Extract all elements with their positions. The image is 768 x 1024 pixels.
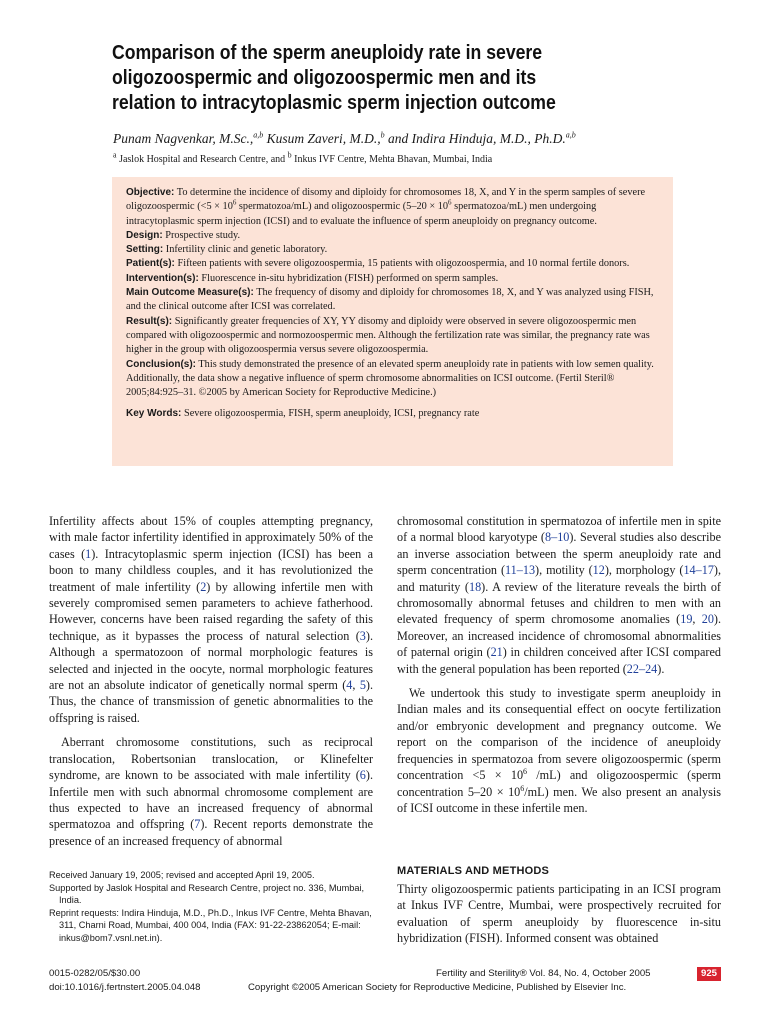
affiliation-mark: a (113, 150, 117, 160)
page-number-badge: 925 (697, 967, 721, 981)
body-paragraph (397, 685, 721, 816)
abstract-label: Design: (126, 229, 163, 241)
reference-link[interactable]: 14–17 (683, 563, 714, 578)
abstract-conclusions (126, 358, 663, 401)
body-text: , (692, 612, 702, 627)
abstract-text: Prospective study. (165, 229, 241, 241)
reference-link[interactable]: 21 (490, 645, 503, 660)
abstract-label: Key Words: (126, 408, 182, 420)
reference-link[interactable]: 12 (592, 563, 605, 578)
abstract-label: Result(s): (126, 315, 173, 327)
affiliation-mark: b (287, 150, 292, 160)
author-name: Punam Nagvenkar, M.Sc., (113, 131, 254, 146)
body-exponent: 6 (523, 767, 528, 777)
reference-link[interactable]: 5 (359, 678, 366, 693)
reference-link[interactable]: 4 (346, 678, 353, 693)
footer-doi[interactable]: doi:10.1016/j.fertnstert.2005.04.048 (49, 982, 201, 993)
reference-link[interactable]: 3 (359, 628, 366, 643)
body-exponent: 6 (520, 783, 525, 793)
abstract-setting (126, 243, 663, 257)
reference-link[interactable]: 22–24 (626, 661, 658, 676)
body-text: ). Infertile men with such abnormal chromosome complement are thus expected to have an increased frequency of abnormal spermatozoa and offspring ( (49, 768, 373, 832)
footer-copyright: Copyright ©2005 American Society for Reproductive Medicine, Published by Elsevier Inc. (248, 982, 627, 993)
abstract-text: spermatozoa/mL) and oligozoospermic (5–20 × 10 (236, 201, 449, 213)
reference-link[interactable]: 6 (359, 768, 366, 783)
abstract-label: Intervention(s): (126, 272, 199, 284)
body-text: ). Thus, the chance of transmission of genetic abnormalities to the offspring is raised. (49, 678, 374, 725)
body-text: ). (657, 661, 665, 676)
author-affiliation-mark: b (380, 130, 385, 140)
reference-link[interactable]: 19 (680, 612, 693, 627)
affiliations (113, 150, 713, 167)
author-conjunction: and (387, 131, 409, 146)
title-line-3: relation to intracytoplasmic sperm injection outcome (112, 91, 556, 114)
footer-issn: 0015-0282/05/$30.00 (49, 968, 141, 979)
abstract-label: Objective: (126, 187, 175, 198)
author-name: Kusum Zaveri, M.D., (266, 131, 381, 146)
right-column (397, 513, 721, 816)
body-text: ). Several studies also describe an inverse association between the sperm aneuploidy rate and sperm concentration ( (397, 530, 721, 578)
body-text: Aberrant chromosome constitutions, such as reciprocal translocation, Robertsonian translocation, or Klinefelter syndrome, are known to be associated with male infertility ( (49, 735, 373, 783)
affiliation-text: Inkus IVF Centre, Mehta Bhavan, Mumbai, India (294, 154, 493, 165)
reference-link[interactable]: 2 (200, 579, 207, 594)
footnote-received: Received January 19, 2005; revised and accepted April 19, 2005. (49, 870, 315, 880)
abstract-exponent: 6 (448, 198, 452, 207)
footer-journal-citation: Fertility and Sterility® Vol. 84, No. 4, October 2005 (436, 968, 651, 979)
body-text: ). Moreover, an increased incidence of chromosomal abnormalities of paternal origin ( (397, 612, 722, 660)
body-text: chromosomal constitution in spermatozoa of infertile men in spite of a normal blood karyotype ( (397, 514, 721, 545)
abstract-objective (126, 186, 663, 229)
body-text: ). A review of the literature reveals the birth of chromosomally abnormal fetuses and children to men with an elevated frequency of sperm chromosome anomalies ( (397, 579, 721, 627)
abstract-design (126, 229, 663, 243)
affiliation-text: Jaslok Hospital and Research Centre, and (119, 154, 286, 165)
body-text: ). Although a spermatozoon of normal morphologic features is selected and injected in the oocyte, normal morphologic features are not an absolute indicator of genetically normal sperm ( (49, 628, 373, 693)
footer-identifiers (49, 967, 200, 995)
author-affiliation-mark: a,b (253, 130, 264, 140)
author-name: Indira Hinduja, M.D., Ph.D. (411, 131, 566, 146)
abstract-text: Severe oligozoospermia, FISH, sperm aneuploidy, ICSI, pregnancy rate (183, 408, 480, 420)
body-paragraph (49, 513, 373, 726)
body-text: ). Intracytoplasmic sperm injection (ICSI) has been a boon to many childless couples, and it has revolutionized the treatment of male infertility ( (49, 546, 373, 594)
reference-link[interactable]: 20 (701, 612, 714, 627)
abstract-box (112, 177, 673, 466)
left-column (49, 513, 373, 849)
body-text: /mL) men. We also present an analysis of ICSI outcome in these infertile men. (397, 784, 721, 815)
abstract-text: This study demonstrated the presence of an elevated sperm aneuploidy rate in patients with low semen quality. Additionally, the data show a negative influence of sperm chromosome abnormalities on ICSI outcome. (Fertil Steril® 2005;84:925–31. ©2005 by American Society for Reproductive Medicine.) (126, 358, 654, 399)
body-text: ) in children conceived after ICSI compared with the general population has been reported ( (397, 645, 721, 676)
abstract-text: The frequency of disomy and diploidy for chromosomes 18, X, and Y was analyzed using FISH, and the clinical outcome after ICSI was correlated. (126, 287, 654, 313)
abstract-patients (126, 257, 663, 271)
section-heading: MATERIALS AND METHODS (397, 865, 550, 877)
reference-link[interactable]: 18 (468, 579, 482, 594)
article-footnotes (49, 869, 375, 944)
body-paragraph (49, 734, 373, 849)
reference-link[interactable]: 8–10 (545, 530, 570, 545)
title-line-2: oligozoospermic and oligozoospermic men and its (112, 66, 537, 89)
body-text: /mL) and oligozoospermic (sperm concentration 5–20 × 10 (397, 768, 721, 799)
abstract-interventions (126, 272, 663, 286)
abstract-text: To determine the incidence of disomy and diploidy for chromosomes 18, X, and Y in the sperm samples of severe oligozoospermic (<5 × 10 (126, 187, 646, 213)
abstract-results (126, 315, 663, 358)
footnote-funding: Supported by Jaslok Hospital and Research Centre, project no. 336, Mumbai, India. (49, 882, 365, 905)
body-text: ), morphology ( (604, 563, 684, 578)
author-list (113, 130, 713, 148)
abstract-text: Infertility clinic and genetic laboratory. (165, 244, 328, 256)
methods-paragraph (397, 881, 721, 947)
article-title (112, 40, 628, 115)
reference-link[interactable]: 11–13 (505, 563, 536, 578)
abstract-keywords (126, 407, 663, 421)
abstract-text: Significantly greater frequencies of XY, YY disomy and diploidy were observed in severe oligozoospermic men compared with oligozoospermic and normozoospermic men. Although the fertilization rate was similar, the pregnancy rate was higher in the group with oligozoospermia versus severe oligozoospermia. (126, 315, 650, 356)
abstract-label: Conclusion(s): (126, 358, 196, 370)
abstract-label: Main Outcome Measure(s): (126, 287, 254, 299)
body-text: ), and maturity ( (397, 563, 722, 594)
body-text: ). Recent reports demonstrate the presence of an increased frequency of abnormal (49, 817, 373, 848)
body-text: , (352, 678, 360, 693)
abstract-outcome-measures (126, 286, 663, 315)
body-text: Thirty oligozoospermic patients participating in an ICSI program at Inkus IVF Centre, Mumbai, were prospectively recruited for evaluation of sperm aneuploidy by fluorescence in-situ hybridization (FISH). Informed consent was obtained (397, 882, 721, 946)
abstract-text: Fluorescence in-situ hybridization (FISH) performed on sperm samples. (201, 272, 499, 284)
body-text: ) by allowing infertile men with severely compromised semen parameters to achieve fatherhood. However, concerns have been raised regarding the safety of this technique, as it bypasses the process of natural selection ( (49, 579, 373, 643)
abstract-label: Setting: (126, 244, 164, 256)
body-text: Infertility affects about 15% of couples attempting pregnancy, with male factor infertility identified in approximately 50% of the cases ( (49, 514, 373, 561)
abstract-text: Fifteen patients with severe oligozoospermia, 15 patients with oligozoospermia, and 10 normal fertile donors. (177, 258, 630, 270)
body-text: We undertook this study to investigate sperm aneuploidy in Indian males and its consequential effect on oocyte fertilization and/or embryonic development and pregnancy outcome. We report on the comparison of the incidence of aneuploidy frequencies in spermatozoa from severe oligozoospermic (sperm concentration <5 × 10 (397, 686, 721, 783)
reference-link[interactable]: 7 (194, 817, 201, 832)
abstract-exponent: 6 (232, 198, 237, 207)
body-text: ), motility ( (535, 563, 593, 578)
footnote-reprint-requests: Reprint requests: Indira Hinduja, M.D., Ph.D., Inkus IVF Centre, Mehta Bhavan, 311, Charni Road, Mumbai, 400 004, India (FAX: 91-22-23862054; E-mail: inkus@bom7.vsnl.net.in). (49, 907, 372, 943)
abstract-label: Patient(s): (126, 258, 175, 270)
abstract-text: spermatozoa/mL) men undergoing intracytoplasmic sperm injection (ICSI) and to evaluate the influence of sperm aneuploidy on pregnancy outcome. (126, 201, 597, 227)
title-line-1: Comparison of the sperm aneuploidy rate in severe (112, 41, 543, 64)
reference-link[interactable]: 1 (85, 546, 92, 561)
author-affiliation-mark: a,b (565, 130, 576, 140)
body-paragraph (397, 513, 721, 677)
